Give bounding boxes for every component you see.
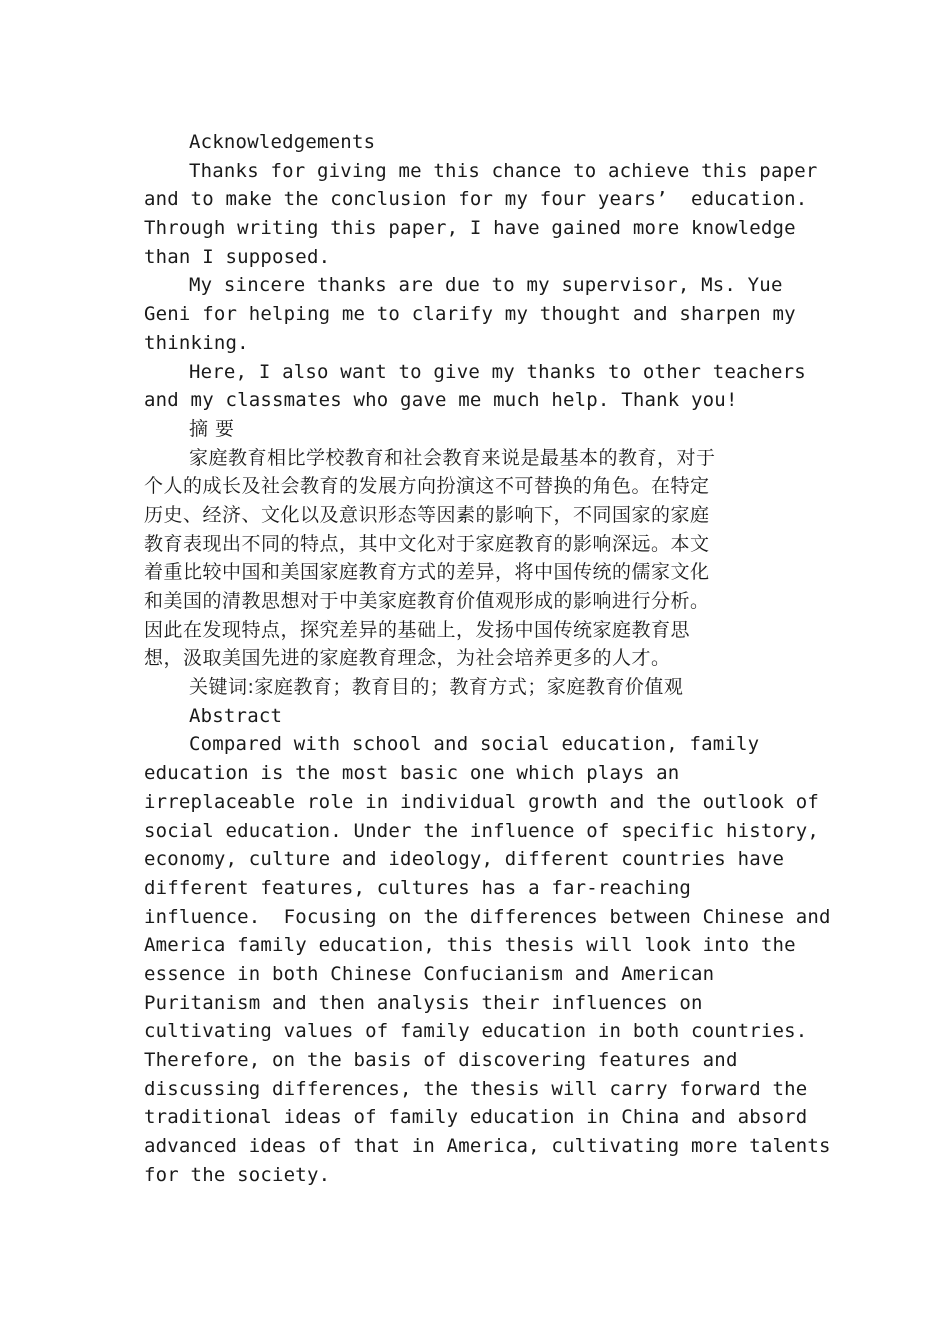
english-abstract-line: economy, culture and ideology, different countries have: [144, 848, 785, 871]
english-abstract-line: Compared with school and social education, family: [189, 733, 760, 756]
ack-paragraph-1-line-1: Thanks for giving me this chance to achieve this paper: [189, 159, 818, 182]
english-abstract-line: education is the most basic one which plays an: [144, 762, 680, 785]
ack-paragraph-1-line-2: and to make the conclusion for my four years’ education.: [144, 188, 808, 211]
ack-paragraph-1-line-4: than I supposed.: [144, 245, 331, 268]
english-abstract-line: social education. Under the influence of specific history,: [144, 819, 820, 842]
ack-paragraph-3-line-1: Here, I also want to give my thanks to other teachers: [189, 360, 806, 383]
ack-paragraph-2-line-1: My sincere thanks are due to my supervisor, Ms. Yue: [189, 274, 783, 297]
ack-paragraph-1-line-3: Through writing this paper, I have gained more knowledge: [144, 217, 796, 240]
english-abstract-heading: Abstract: [189, 704, 283, 727]
chinese-abstract-line: 个人的成长及社会教育的发展方向扮演这不可替换的角色。在特定: [144, 475, 710, 498]
english-abstract-line: irreplaceable role in individual growth and the outlook of: [144, 790, 820, 813]
chinese-abstract-heading: 摘 要: [189, 417, 235, 440]
ack-paragraph-3-line-2: and my classmates who gave me much help. Thank you!: [144, 389, 738, 412]
english-abstract-line: Puritanism and then analysis their influences on: [144, 991, 703, 1014]
english-abstract-line: essence in both Chinese Confucianism and American: [144, 962, 715, 985]
chinese-abstract-line: 家庭教育相比学校教育和社会教育来说是最基本的教育，对于: [189, 446, 716, 469]
chinese-abstract-line: 因此在发现特点，探究差异的基础上，发扬中国传统家庭教育思: [144, 618, 691, 641]
chinese-abstract-line: 历史、经济、文化以及意识形态等因素的影响下，不同国家的家庭: [144, 503, 710, 526]
english-abstract-line: influence. Focusing on the differences between Chinese and: [144, 905, 831, 928]
english-abstract-line: Therefore, on the basis of discovering features and: [144, 1049, 738, 1071]
document-body: [144, 128, 831, 1189]
acknowledgements-heading: Acknowledgements: [189, 131, 376, 153]
ack-paragraph-2-line-2: Geni for helping me to clarify my thought and sharpen my: [144, 303, 796, 326]
chinese-abstract-line: 教育表现出不同的特点，其中文化对于家庭教育的影响深远。本文: [144, 532, 710, 555]
english-abstract-line: different features, cultures has a far-reaching: [144, 876, 692, 899]
english-abstract-line: discussing differences, the thesis will carry forward the: [144, 1077, 808, 1100]
english-abstract-line: for the society.: [144, 1163, 331, 1186]
english-abstract-line: cultivating values of family education in both countries.: [144, 1020, 808, 1043]
chinese-keywords: 关键词:家庭教育；教育目的；教育方式；家庭教育价值观: [189, 676, 684, 699]
chinese-abstract-line: 和美国的清教思想对于中美家庭教育价值观形成的影响进行分析。: [144, 590, 710, 612]
english-abstract-line: America family education, this thesis will look into the: [144, 934, 796, 957]
chinese-abstract-line: 着重比较中国和美国家庭教育方式的差异，将中国传统的儒家文化: [144, 561, 710, 584]
english-abstract-line: advanced ideas of that in America, cultivating more talents: [144, 1135, 831, 1158]
chinese-abstract-line: 想，汲取美国先进的家庭教育理念，为社会培养更多的人才。: [144, 647, 671, 670]
ack-paragraph-2-line-3: thinking.: [144, 331, 249, 354]
english-abstract-line: traditional ideas of family education in China and absord: [144, 1106, 808, 1129]
